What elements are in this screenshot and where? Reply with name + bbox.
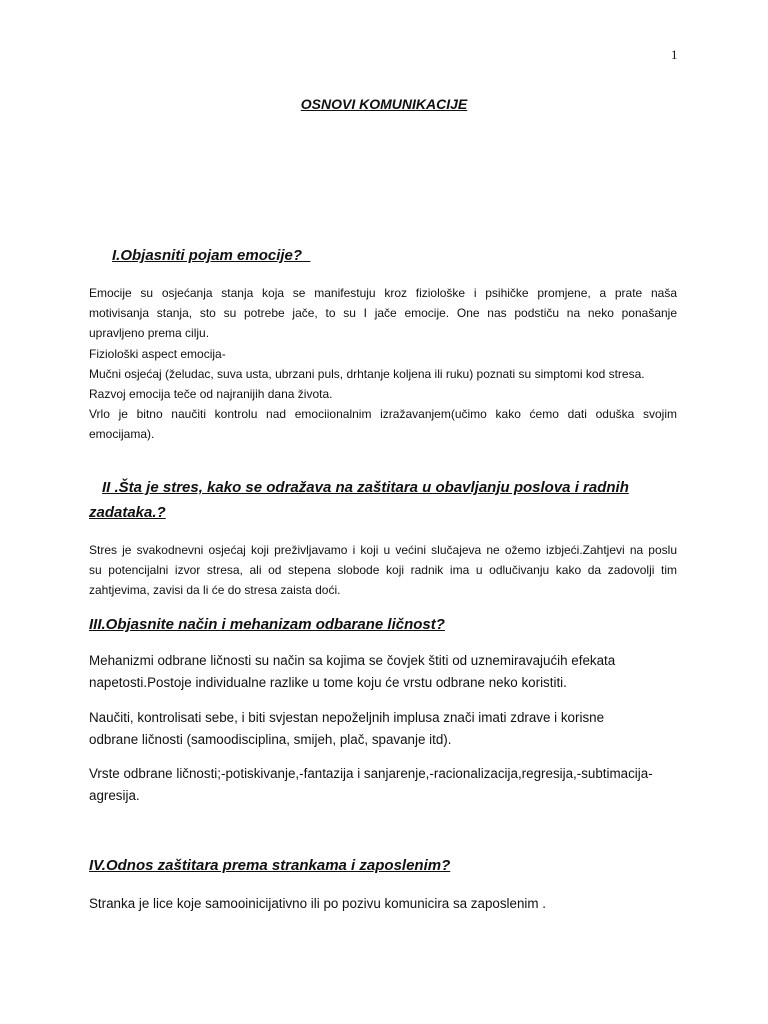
- section-2-body: [89, 540, 677, 601]
- section-3-paragraph-1: [89, 650, 679, 694]
- text-line: Vrste odbrane ličnosti;-potiskivanje,-fantazija i sanjarenje,-racionalizacija,regresija,-subtimacija-: [89, 766, 653, 781]
- section-4-heading: IV.Odnos zaštitara prema strankama i zaposlenim?: [89, 857, 451, 874]
- section-4-body: [89, 893, 679, 915]
- text-line: Vrlo je bitno naučiti kontrolu nad emociionalnim izražavanjem(učimo kako ćemo dati oduška svojim: [89, 407, 677, 422]
- text-line: Fiziološki aspect emocija-: [89, 346, 226, 361]
- text-line: su potencijalni izvor stresa, ali od stepena slobode koji radnik ima u odlučivanju kako da zadovolji tim: [89, 563, 677, 578]
- section-3-paragraph-2: [89, 707, 679, 751]
- text-line: emocijama).: [89, 427, 155, 442]
- text-line: Mučni osjećaj (želudac, suva usta, ubrzani puls, drhtanje koljena ili ruku) poznati su simptomi kod stresa.: [89, 366, 645, 381]
- text-line: agresija.: [89, 788, 140, 803]
- text-line: Mehanizmi odbrane ličnosti su način sa kojima se čovjek štiti od uznemiravajućih efekata: [89, 653, 616, 668]
- section-1-heading: I.Objasniti pojam emocije?_: [112, 247, 311, 264]
- section-2-heading-line1: II .Šta je stres, kako se odražava na zaštitara u obavljanju poslova i radnih: [102, 479, 629, 496]
- text-line: odbrane ličnosti (samoodisciplina, smijeh, plač, spavanje itd).: [89, 732, 452, 747]
- document-title: OSNOVI KOMUNIKACIJE: [300, 96, 468, 112]
- section-2-heading-line2: zadataka.?: [89, 504, 166, 521]
- text-line: Emocije su osjećanja stanja koja se manifestuju kroz fiziološke i psihičke promjene, a prate naša: [89, 286, 677, 300]
- text-line: Stranka je lice koje samooinicijativno ili po pozivu komunicira sa zaposlenim .: [89, 896, 546, 911]
- section-3-heading: III.Objasnite način i mehanizam odbarane ličnost?: [89, 616, 445, 633]
- section-1-body: [89, 283, 677, 445]
- page-number: 1: [671, 47, 678, 62]
- section-3-paragraph-3: [89, 763, 679, 807]
- text-line: napetosti.Postoje individualne razlike u tome koju će vrstu odbrane neko koristiti.: [89, 675, 567, 690]
- text-line: Naučiti, kontrolisati sebe, i biti svjestan nepoželjnih implusa znači imati zdrave i korisne: [89, 710, 605, 725]
- text-line: upravljeno prema cilju.: [89, 326, 210, 341]
- text-line: Razvoj emocija teče od najranijih dana života.: [89, 387, 333, 402]
- text-line: motivisanja stanja, sto su potrebe jače, to su I jače emocije. One nas podstiču na neko ponašanje: [89, 306, 677, 321]
- text-line: zahtjevima, zavisi da li će do stresa zaista doći.: [89, 583, 341, 598]
- text-line: Stres je svakodnevni osjećaj koji preživljavamo i koji u većini slučajeva ne ožemo izbjeći.Zahtjevi na poslu: [89, 543, 677, 557]
